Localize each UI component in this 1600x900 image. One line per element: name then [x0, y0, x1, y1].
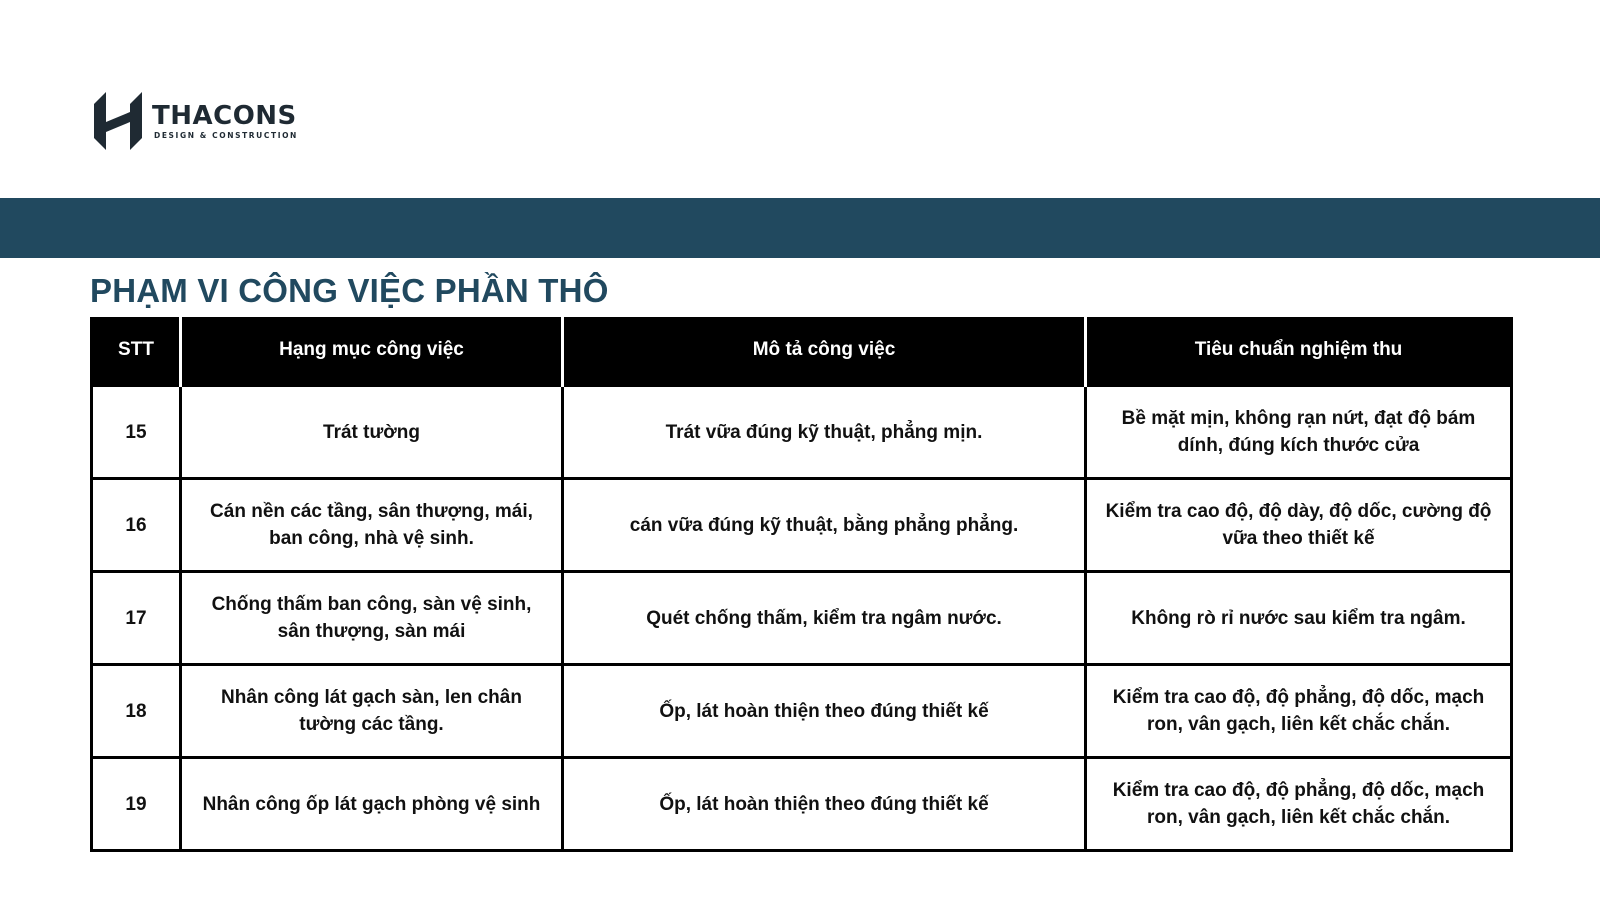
table-row	[92, 758, 1512, 851]
table-row	[92, 479, 1512, 572]
brand-tagline: DESIGN & CONSTRUCTION	[154, 130, 298, 140]
cell-acceptance: Kiểm tra cao độ, độ phẳng, độ dốc, mạch ron, vân gạch, liên kết chắc chắn.	[1086, 758, 1512, 851]
cell-acceptance: Kiểm tra cao độ, độ phẳng, độ dốc, mạch ron, vân gạch, liên kết chắc chắn.	[1086, 665, 1512, 758]
page-title: PHẠM VI CÔNG VIỆC PHẦN THÔ	[90, 272, 609, 309]
cell-category: Cán nền các tầng, sân thượng, mái, ban công, nhà vệ sinh.	[181, 479, 563, 572]
cell-stt: 15	[92, 386, 181, 479]
cell-description: cán vữa đúng kỹ thuật, bằng phẳng phẳng.	[563, 479, 1086, 572]
cell-description: Trát vữa đúng kỹ thuật, phẳng mịn.	[563, 386, 1086, 479]
cell-description: Ốp, lát hoàn thiện theo đúng thiết kế	[563, 758, 1086, 851]
cell-category: Nhân công lát gạch sàn, len chân tường các tầng.	[181, 665, 563, 758]
cell-description: Ốp, lát hoàn thiện theo đúng thiết kế	[563, 665, 1086, 758]
cell-stt: 17	[92, 572, 181, 665]
table-row	[92, 386, 1512, 479]
column-header-acceptance: Tiêu chuẩn nghiệm thu	[1086, 319, 1512, 386]
cell-stt: 19	[92, 758, 181, 851]
cell-category: Trát tường	[181, 386, 563, 479]
table-row	[92, 572, 1512, 665]
brand-logo	[94, 92, 298, 150]
cell-category: Nhân công ốp lát gạch phòng vệ sinh	[181, 758, 563, 851]
scope-table	[90, 317, 1513, 852]
table-header-row	[92, 319, 1512, 386]
brand-wordmark	[152, 100, 298, 140]
cell-stt: 16	[92, 479, 181, 572]
header-band	[0, 198, 1600, 258]
cell-acceptance: Bề mặt mịn, không rạn nứt, đạt độ bám dính, đúng kích thước cửa	[1086, 386, 1512, 479]
cell-description: Quét chống thấm, kiểm tra ngâm nước.	[563, 572, 1086, 665]
cell-acceptance: Không rò rỉ nước sau kiểm tra ngâm.	[1086, 572, 1512, 665]
cell-acceptance: Kiểm tra cao độ, độ dày, độ dốc, cường độ vữa theo thiết kế	[1086, 479, 1512, 572]
thacons-logo-icon	[94, 92, 144, 150]
column-header-description: Mô tả công việc	[563, 319, 1086, 386]
cell-stt: 18	[92, 665, 181, 758]
table-row	[92, 665, 1512, 758]
brand-name: THACONS	[152, 100, 297, 131]
column-header-stt: STT	[92, 319, 181, 386]
column-header-category: Hạng mục công việc	[181, 319, 563, 386]
cell-category: Chống thấm ban công, sàn vệ sinh, sân thượng, sàn mái	[181, 572, 563, 665]
